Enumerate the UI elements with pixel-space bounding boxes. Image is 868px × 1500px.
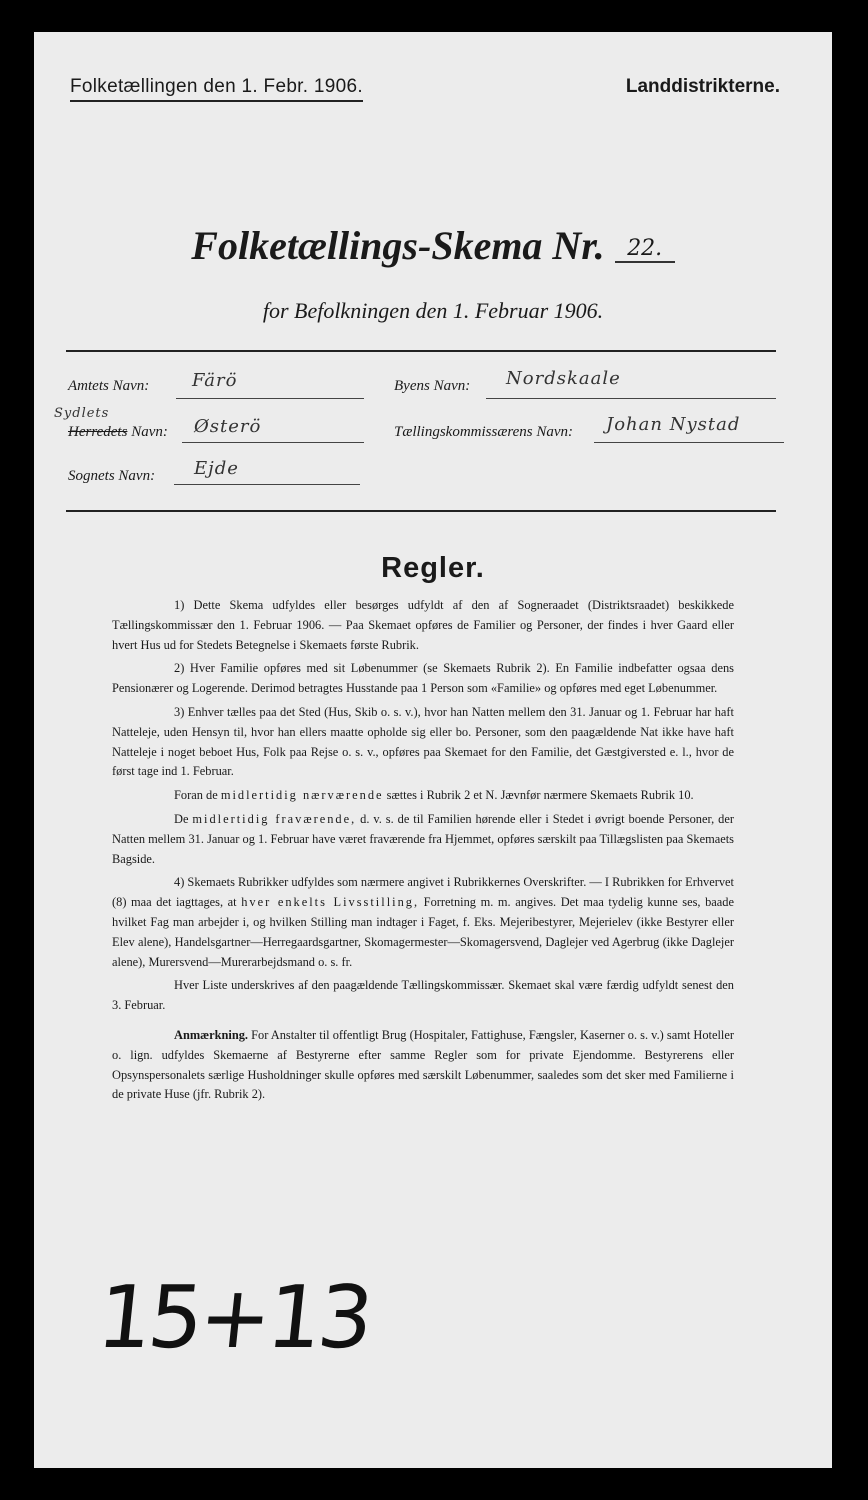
divider-top: [66, 350, 776, 352]
form-subtitle: for Befolkningen den 1. Februar 1906.: [262, 298, 604, 323]
rule-2: 2) Hver Familie opføres med sit Løbenummer (se Skemaets Rubrik 2). En Familie indbefatter ogsaa dens Pensionærer og Logerende. Derimod betragtes Husstande paa 1 Person som «Familie» og opføres med eget Løbenummer.: [112, 661, 734, 696]
header-district: Landdistrikterne.: [625, 76, 780, 97]
amt-value: Färö: [192, 370, 238, 391]
rule-3c: De midlertidig fraværende, d. v. s. de til Familien hørende eller i Stedet i øvrigt boende Personer, der Natten mellem 31. Januar og 1. Februar have været fraværende fra Hjemmet, opføres særskilt paa Tillægslisten paa Skemaets Bagside.: [112, 811, 734, 866]
rule-4b: Hver Liste underskrives af den paagældende Tællingskommissær. Skemaet skal være færdig udfyldt senest den 3. Februar.: [112, 978, 734, 1013]
header-census-date: Folketællingen den 1. Febr. 1906.: [70, 76, 363, 98]
amt-line: [176, 398, 364, 399]
rule-1: 1) Dette Skema udfyldes eller besørges udfyldt af den af Sogneraadet (Distriktsraadet) beskikkede Tællingskommissær den 1. Februar 1906. — Paa Skemaet opføres de Familier og Personer, der findes i hver Gaard eller hvert Hus ud for Stedets Betegnelse i Skemaets første Rubrik.: [112, 598, 734, 652]
form-title: Folketællings-Skema Nr. 22.: [34, 222, 832, 269]
rule-4: 4) Skemaets Rubrikker udfyldes som nærmere angivet i Rubrikkernes Overskrifter. — I Rubrikken for Erhvervet (8) maa det iagttages, at hver enkelts Livsstilling, Forretning m. m. angives. Det maa tydelig kunne ses, baade hvilket Fag man arbejder i, og hvilken Stilling man indtager i Faget, f. Eks. Mejeribestyrer, Mejerielev (ikke Bestyrer eller Elev alene), Handelsgartner—Herregaardsgartner, Skomagermester—Skomagersvend, Daglejer ved Agerbrug (ikke Daglejer alene), Murersvend—Murerarbejdsmand o. s. fr.: [112, 875, 734, 969]
divider-bottom: [66, 510, 776, 512]
remark: Anmærkning. For Anstalter til offentligt Brug (Hospitaler, Fattighuse, Fængsler, Kaserner o. s. v.) samt Hoteller o. lign. udfyldes Skemaerne af Bestyrerne efter samme Regler som for private Ejendomme. Bestyrerens eller Opsynspersonalets særlige Husholdninger skulle opføres med særskilt Løbenummer, saaledes som det sker med Familierne i de private Huse (jfr. Rubrik 2).: [112, 1027, 734, 1102]
kommissaer-value: Johan Nystad: [606, 414, 741, 435]
handwritten-note: 15+13: [92, 1268, 375, 1368]
rule-3b: Foran de midlertidig nærværende sættes i Rubrik 2 et N. Jævnfør nærmere Skemaets Rubrik 10.: [174, 788, 694, 803]
amt-label: Amtets Navn:: [68, 378, 150, 394]
herred-value: Østerö: [194, 416, 262, 437]
kommissaer-line: [594, 442, 784, 443]
header-underline: [70, 100, 363, 102]
sogn-label: Sognets Navn:: [68, 468, 156, 484]
byen-line: [486, 398, 776, 399]
rules-heading: Regler.: [381, 552, 485, 584]
sogn-value: Ejde: [194, 458, 239, 479]
herred-label: Herredets Navn:: [68, 424, 168, 440]
sogn-line: [174, 484, 360, 485]
form-number: 22.: [615, 236, 675, 263]
rule-3: 3) Enhver tælles paa det Sted (Hus, Skib o. s. v.), hvor han Natten mellem den 31. Januar og 1. Februar har haft Natteleje, uden Hensyn til, hvor han ellers maatte opholde sig eller bo. Personer, som den paagældende Nat ikke have haft Natteleje i noget beboet Hus, Folk paa Rejse o. s. v., opføres paa Skemaet for den Familie, det Gæstgiversted e. l., hvor de først tage ind 1. Februar.: [112, 704, 734, 779]
byen-label: Byens Navn:: [394, 378, 471, 394]
byen-value: Nordskaale: [506, 368, 621, 389]
herred-handwritten: Sydlets: [54, 406, 110, 421]
herred-line: [182, 442, 364, 443]
kommissaer-label: Tællingskommissærens Navn:: [394, 424, 574, 440]
census-form-page: [34, 32, 832, 1468]
rules-text: [112, 596, 734, 1109]
